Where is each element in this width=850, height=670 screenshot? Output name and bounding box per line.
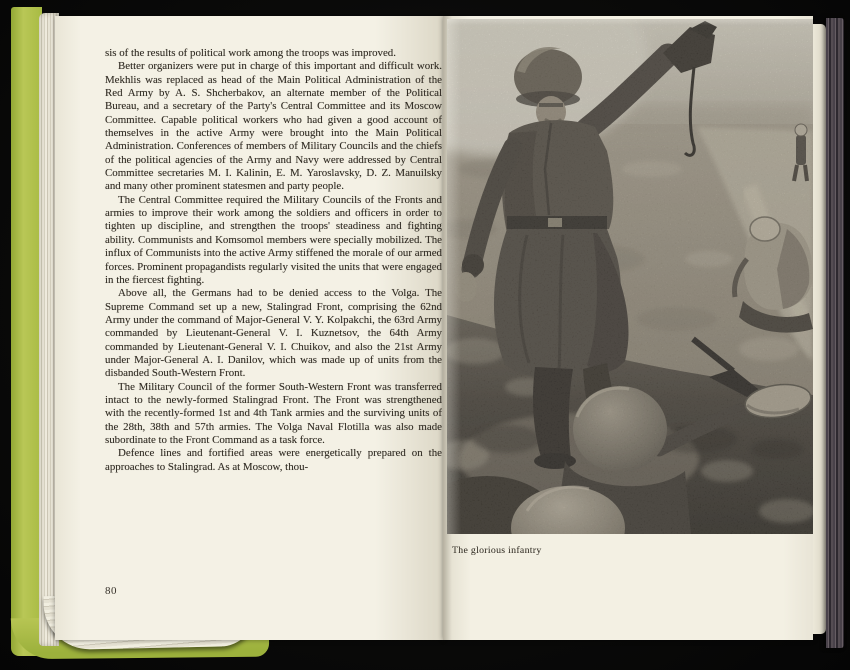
paragraph: Above all, the Germans had to be denied access to the Volga. The Supreme Command set up a new, Stalingrad Front, comprising the 62nd Army under the command of Major-General V. Y. Kolpakchi, the 63rd Army commanded by Lieutenant-General V. I. Kuznetsov, the 64th Army commanded by Lieutenant-General V. I. Chuikov, and also the 21st Army under Major-General A. I. Danilov, which was made up of units from the disbanded South-Western Front. — [105, 287, 442, 380]
page-edge-behind-right — [813, 24, 826, 634]
photo-illustration — [447, 19, 813, 534]
body-text — [105, 47, 442, 474]
photo-glorious-infantry — [447, 19, 813, 534]
page-number: 80 — [105, 585, 117, 597]
left-page — [55, 16, 443, 640]
paragraph: Better organizers were put in charge of this important and difficult work. Mekhlis was replaced as head of the Main Political Administration of the Red Army by A. S. Shcherbakov, an alternate member of the Political Bureau, and a secretary of the Party's Central Committee and its Moscow Committee. Capable political workers who had given a good account of themselves in the active Army were brought into the Main Political Administration. Conferences of members of Military Councils and the chiefs of the political agencies of the Army and Navy were addressed by Central Committee secretaries M. I. Kalinin, E. M. Yaroslavsky, D. Z. Manuilsky and many other prominent statesmen and party people. — [105, 60, 442, 193]
paragraph: The Military Council of the former South-Western Front was transferred intact to the newly-formed Stalingrad Front. The Front was strengthened with the recently-formed 1st and 4th Tank armies and the surviving units of the 28th, 38th and 57th armies. The Volga Naval Flotilla was also made subordinate to the Front Command as a task force. — [105, 380, 442, 446]
book-fore-edge-right — [826, 18, 844, 648]
photo-caption: The glorious infantry — [452, 545, 542, 556]
halftone-grain-light — [447, 19, 813, 534]
right-page — [443, 16, 813, 640]
book-cover-left-edge — [11, 7, 42, 656]
paragraph: Defence lines and fortified areas were energetically prepared on the approaches to Stalingrad. As at Moscow, thou- — [105, 447, 442, 473]
paragraph-continuation: sis of the results of political work among the troops was improved. — [105, 47, 396, 59]
paragraph: The Central Committee required the Military Councils of the Fronts and armies to improve their work among the soldiers and officers in order to tighten up discipline, and strengthen the troops' steadiness and fighting ability. Communists and Komsomol members were specially mobilized. The influx of Communists into the active Army stiffened the morale of our armed forces. Prominent propagandists regularly visited the units that were engaged in the fiercest fighting. — [105, 193, 442, 286]
